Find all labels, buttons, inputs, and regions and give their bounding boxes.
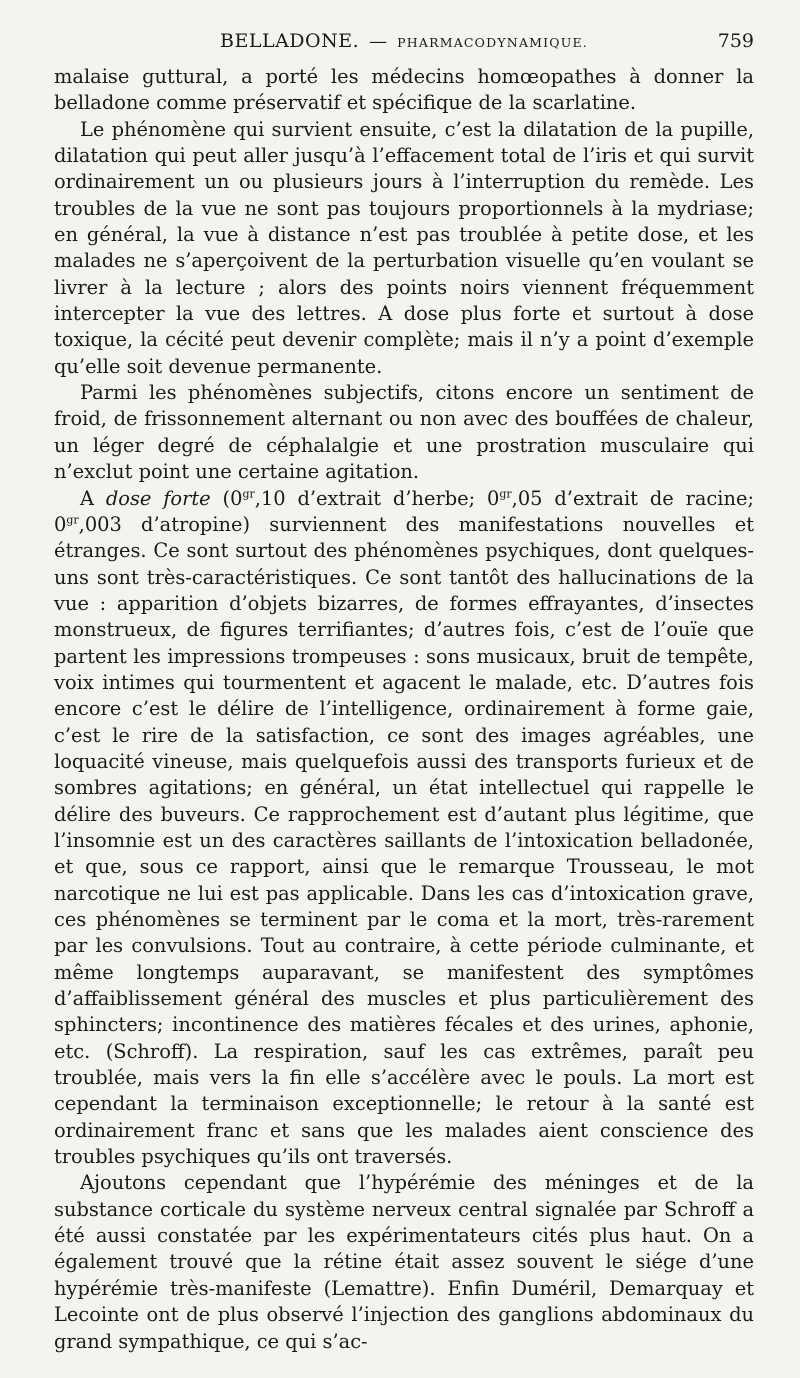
page-number: 759 — [717, 30, 754, 52]
dose1-pre: (0 — [210, 486, 243, 510]
dose3-unit: gr — [66, 513, 79, 527]
header-title: BELLADONE. — [220, 30, 360, 52]
high-dose-body: ,003 d’atropine) surviennent des manifestations nouvelles et étranges. Ce sont surtout des phénomènes psychiques, dont quelques-uns sont très-caractéristiques. Ce sont tantôt des hallucinations de la vue : apparition d’objets bizarres, de formes effrayantes, d’insectes monstrueux, de figures terrifiantes; d’autres fois, c’est de l’ouïe que partent les impressions trompeuses : sons musicaux, bruit de tempête, voix intimes qui tourmentent et agacent le malade, etc. D’autres fois encore c’est le délire de l’intelligence, ordinairement à forme gaie, c’est le rire de la satisfaction, ce sont des images agréables, une loquacité vineuse, mais quelquefois aussi des transports furieux et de sombres agitations; en général, un état intellectuel qui rappelle le délire des buveurs. Ce rapprochement est d’autant plus légitime, que l’insomnie est un des caractères saillants de l’intoxication belladonée, et que, sous ce rapport, ainsi que le remarque Trousseau, le mot narcotique ne lui est pas applicable. Dans les cas d’intoxication grave, ces phénomènes se terminent par le coma et la mort, très-rarement par les convulsions. Tout au contraire, à cette période culminante, et même longtemps auparavant, se manifestent des symptômes d’affaiblissement général des muscles et plus particulièrement des sphincters; incontinence des matières fécales et des urines, aphonie, etc. (Schroff). La respiration, sauf les cas extrêmes, paraît peu troublée, mais vers la fin elle s’accélère avec le pouls. La mort est cependant la terminaison exceptionnelle; le retour à la santé est ordinairement franc et sans que les malades aient conscience des troubles psychiques qu’ils ont traversés. — [54, 512, 754, 1169]
paragraph-subjective-phenomena: Parmi les phénomènes subjectifs, citons encore un sentiment de froid, de frissonnement alternant ou non avec des bouffées de chaleur, un léger degré de céphalalgie et une prostration musculaire qui n’exclut point une certaine agitation. — [54, 381, 754, 484]
body-text — [54, 64, 754, 1355]
paragraph-continuation: malaise guttural, a porté les médecins homœopathes à donner la belladone comme préservatif et spécifique de la scarlatine. — [54, 65, 754, 115]
paragraph-pupil-dilatation: Le phénomène qui survient ensuite, c’est la dilatation de la pupille, dilatation qui peut aller jusqu’à l’effacement total de l’iris et qui survit ordinairement un ou plusieurs jours à l’interruption du remède. Les troubles de la vue ne sont pas toujours proportionnels à la mydriase; en général, la vue à distance n’est pas troublée à petite dose, et les malades ne s’aperçoivent de la perturbation visuelle qu’en voulant se livrer à la lecture ; alors des points noirs viennent fréquemment intercepter la vue des lettres. A dose plus forte et surtout à dose toxique, la cécité peut devenir complète; mais il n’y a point d’exemple qu’elle soit devenue permanente. — [54, 117, 754, 378]
dose1-value: ,10 d’extrait d’herbe; 0 — [254, 486, 500, 510]
high-dose-emphasis: dose forte — [105, 486, 211, 510]
dose1-unit: gr — [242, 487, 255, 501]
dose2-unit: gr — [499, 487, 512, 501]
paragraph-high-dose — [54, 486, 754, 1171]
running-head — [54, 30, 754, 64]
dose2-value: ,05 d’extrait de racine; 0 — [54, 486, 754, 536]
header-section: PHARMACODYNAMIQUE. — [397, 35, 588, 50]
high-dose-lead: A — [80, 486, 106, 510]
header-separator: — — [369, 31, 388, 52]
paragraph-hyperemia: Ajoutons cependant que l’hypérémie des méninges et de la substance corticale du système nerveux central signalée par Schroff a été aussi constatée par les expérimentateurs cités plus haut. On a également trouvé que la rétine était assez souvent le siége d’une hypérémie très-manifeste (Lemattre). Enfin Duméril, Demarquay et Lecointe ont de plus observé l’injection des ganglions abdominaux du grand sympathique, ce qui s’ac- — [54, 1171, 754, 1353]
